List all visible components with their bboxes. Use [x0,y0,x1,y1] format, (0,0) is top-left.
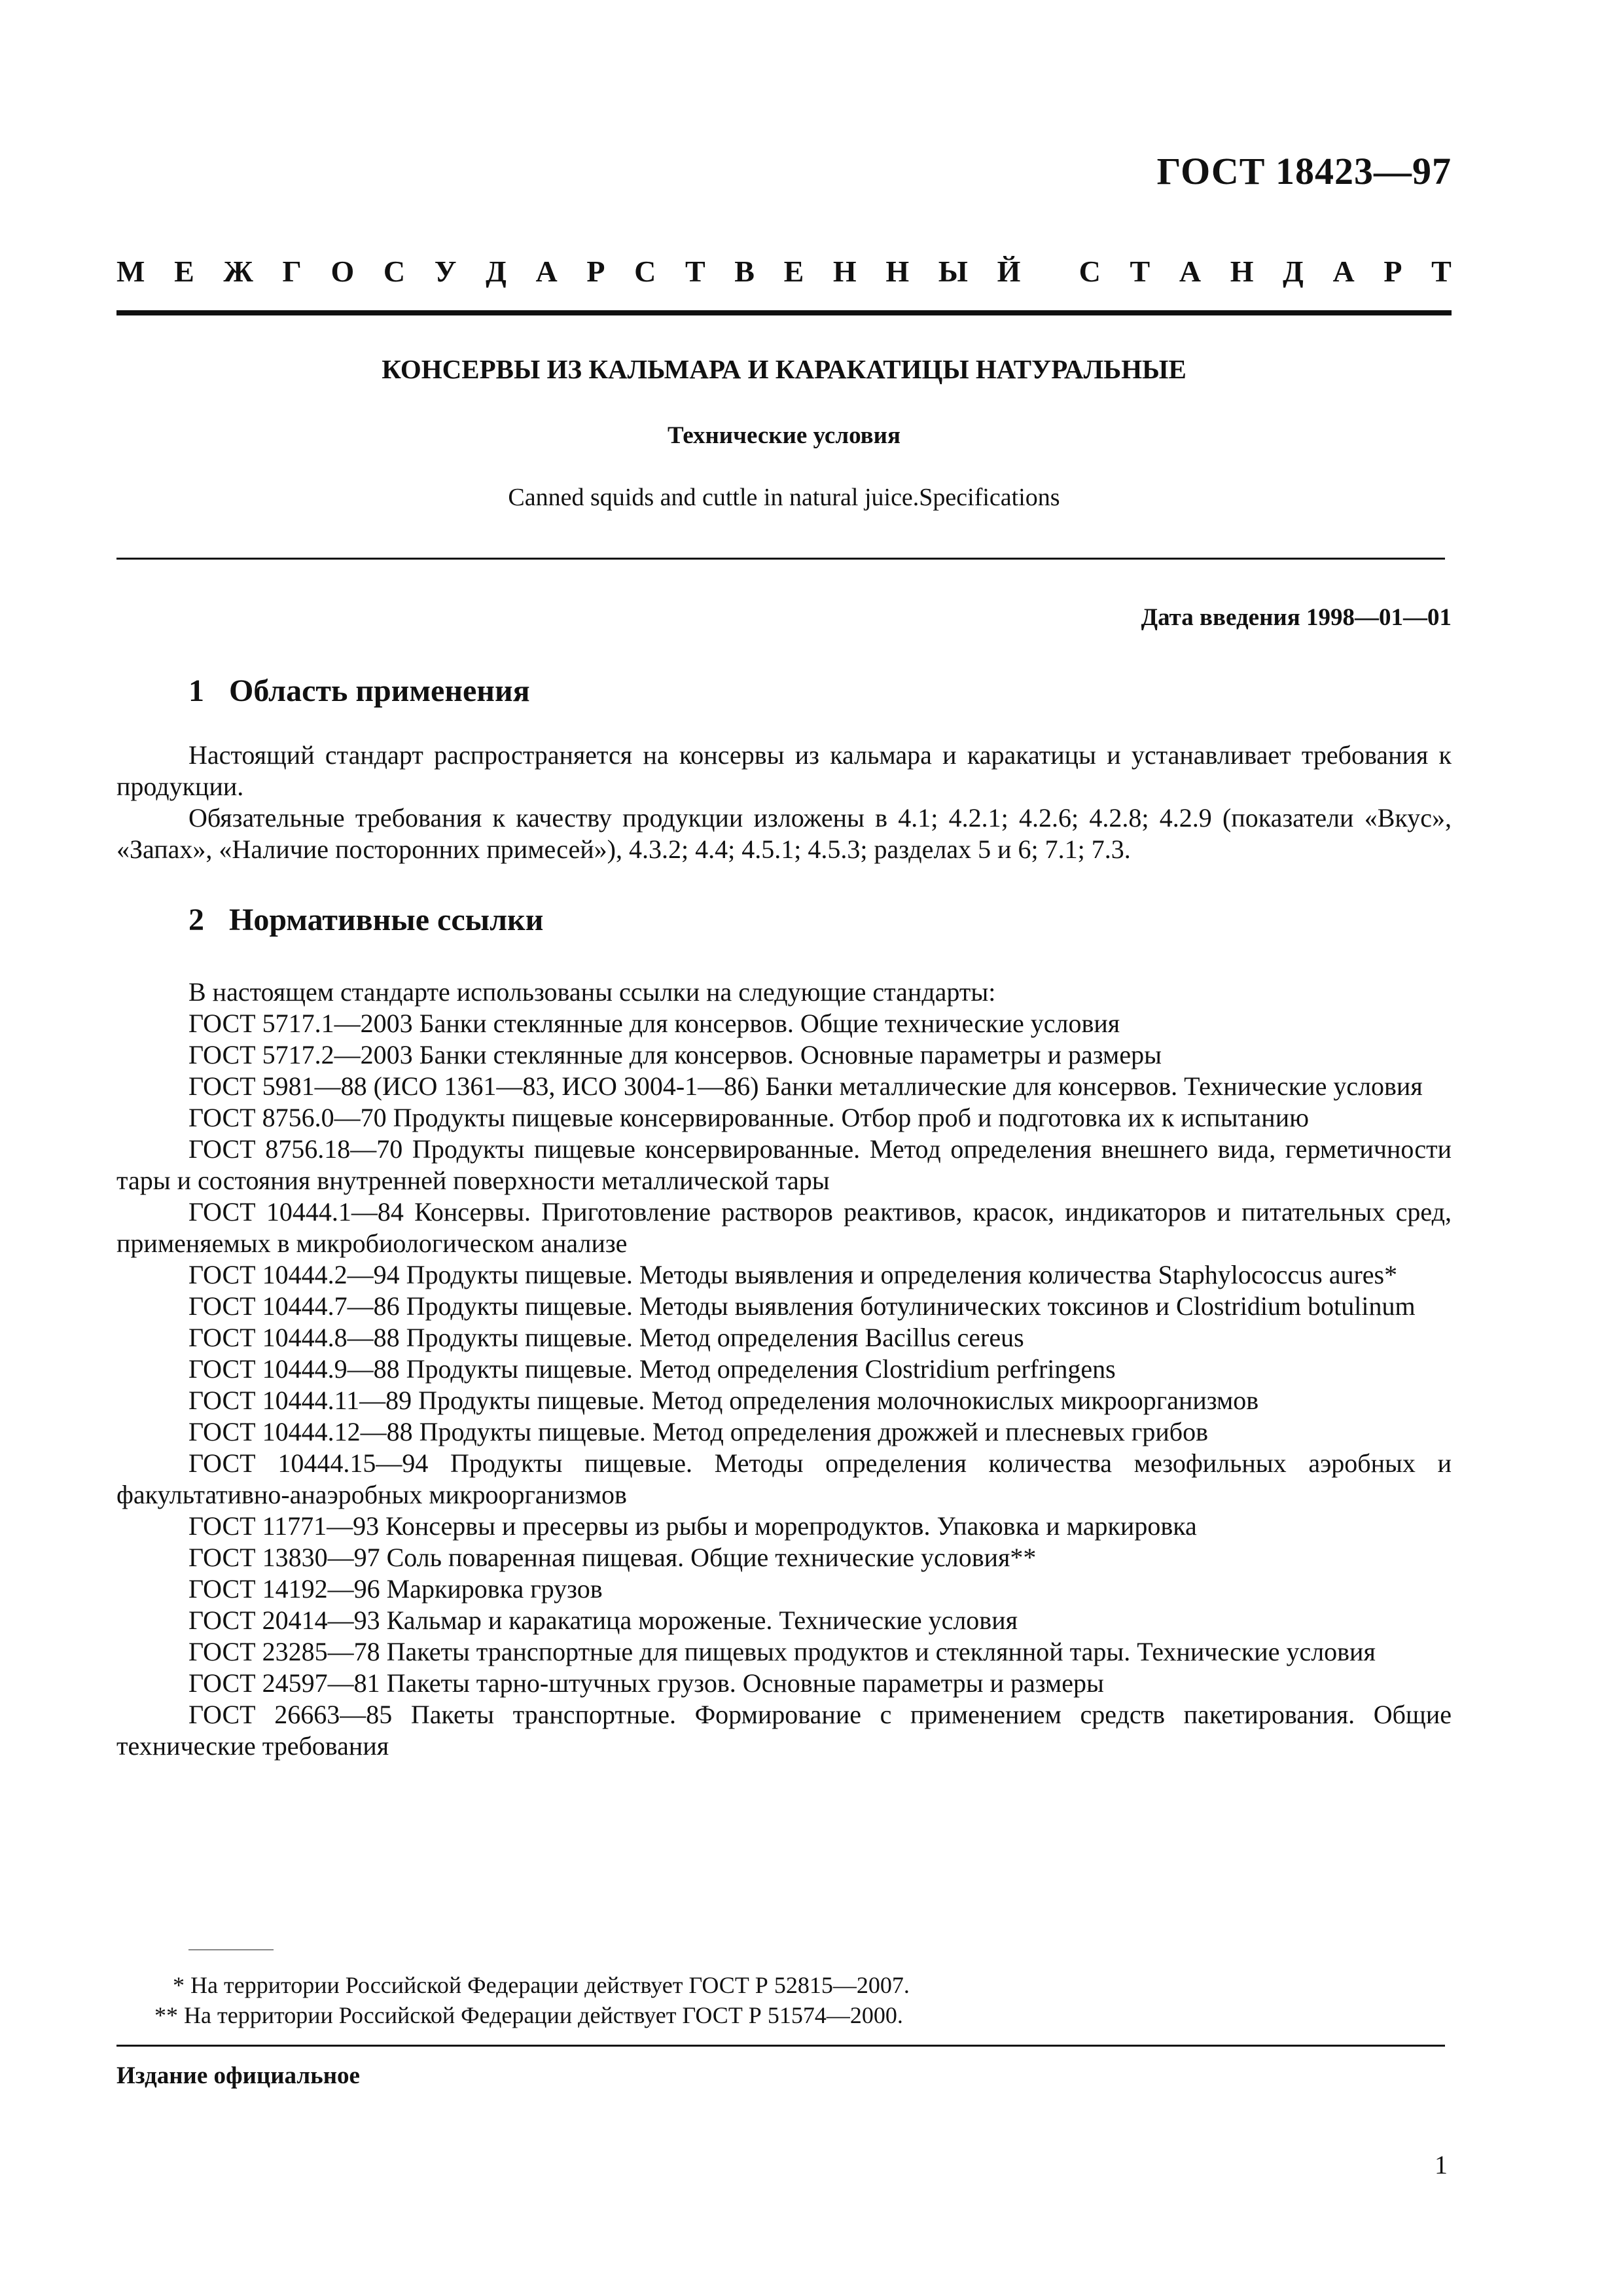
heading-letter: О [330,255,355,288]
heading-letter: У [434,255,457,288]
heading-letter: С [634,255,656,288]
section-2-number: 2 [188,903,204,937]
document-subtitle: Технические условия [668,422,901,449]
reference-item: ГОСТ 5717.1—2003 Банки стеклянные для консервов. Общие технические условия [188,1009,1120,1038]
heading-letter: Е [783,255,804,288]
reference-item: ГОСТ 10444.7—86 Продукты пищевые. Методы выявления ботулинических токсинов и Clostridium botulinum [188,1291,1416,1321]
reference-item: ГОСТ 23285—78 Пакеты транспортные для пищевых продуктов и стеклянной тары. Технические условия [188,1637,1376,1666]
reference-item: ГОСТ 10444.12—88 Продукты пищевые. Метод определения дрожжей и плесневых грибов [188,1417,1208,1446]
heading-letter: В [734,255,755,288]
reference-item: ГОСТ 26663—85 Пакеты транспортные. Формирование с применением средств пакетирования. Общие технические требования [116,1700,1452,1761]
reference-item: ГОСТ 10444.2—94 Продукты пищевые. Методы выявления и определения количества Staphylococcus aures* [188,1260,1398,1289]
section-2-title: Нормативные ссылки [229,903,544,937]
heading-letter: С [383,255,406,288]
heading-letter: Н [885,255,910,288]
gost-number: ГОСТ 18423—97 [1156,150,1452,192]
reference-item: ГОСТ 8756.0—70 Продукты пищевые консервированные. Отбор проб и подготовка их к испытанию [188,1103,1309,1132]
introduction-date: Дата введения 1998—01—01 [1141,604,1452,631]
heading-letter: Й [997,255,1021,288]
bottom-rule [116,2045,1445,2047]
document-title: КОНСЕРВЫ ИЗ КАЛЬМАРА И КАРАКАТИЦЫ НАТУРАЛЬНЫЕ [382,354,1186,384]
heading-letter: С [1079,255,1101,288]
heading-letter: Н [1230,255,1254,288]
heading-letter: Е [174,255,194,288]
heading-letter: Т [1130,255,1150,288]
heading-letter: А [1332,255,1355,288]
reference-item: ГОСТ 10444.8—88 Продукты пищевые. Метод определения Bacillus cereus [188,1323,1024,1352]
heading-letter: Д [1283,255,1304,288]
paragraph: Обязательные требования к качеству продукции изложены в 4.1; 4.2.1; 4.2.6; 4.2.8; 4.2.9 (показатели «Вкус», «Запах», «Наличие посторонних примесей»), 4.3.2; 4.4; 4.5.1; 4.5.3; разделах 5 и 6; 7.1; 7.3. [116,803,1452,864]
section-2-heading [188,902,543,938]
section-1-heading [188,673,530,709]
heading-letter: М [116,255,145,288]
heading-letter: Д [486,255,507,288]
footnote-separator [188,1949,274,1950]
reference-item: ГОСТ 24597—81 Пакеты тарно-штучных грузов. Основные параметры и размеры [188,1668,1104,1698]
reference-item: ГОСТ 5717.2—2003 Банки стеклянные для консервов. Основные параметры и размеры [188,1040,1162,1069]
edition-label: Издание официальное [116,2062,360,2089]
heading-letter: Г [282,255,302,288]
reference-item: ГОСТ 14192—96 Маркировка грузов [188,1574,603,1604]
section-1-number: 1 [188,673,204,708]
footnote: ** На территории Российской Федерации действует ГОСТ Р 51574—2000. [154,2002,903,2028]
heading-letter: Т [1431,255,1452,288]
reference-item: ГОСТ 8756.18—70 Продукты пищевые консервированные. Метод определения внешнего вида, герметичности тары и состояния внутренней поверхности металлической тары [116,1134,1452,1195]
reference-item: ГОСТ 10444.15—94 Продукты пищевые. Методы определения количества мезофильных аэробных и факультативно-анаэробных микроорганизмов [116,1448,1452,1509]
page-number: 1 [1435,2150,1448,2179]
interstate-standard-heading [116,254,1452,289]
section-1-body [116,740,1452,865]
footnotes [116,1970,1452,2030]
reference-item: ГОСТ 10444.11—89 Продукты пищевые. Метод определения молочнокислых микроорганизмов [188,1386,1259,1415]
reference-item: ГОСТ 5981—88 (ИСО 1361—83, ИСО 3004-1—86) Банки металлические для консервов. Технические условия [188,1071,1423,1101]
footnote: * На территории Российской Федерации действует ГОСТ Р 52815—2007. [173,1972,910,1998]
paragraph: Настоящий стандарт распространяется на консервы из кальмара и каракатицы и устанавливает требования к продукции. [116,740,1452,801]
section-2-body [116,977,1452,1762]
heading-letter: А [535,255,558,288]
heading-letter: Р [1383,255,1402,288]
paragraph: В настоящем стандарте использованы ссылки на следующие стандарты: [188,977,996,1007]
section-1-title: Область применения [229,673,530,708]
reference-item: ГОСТ 13830—97 Соль поваренная пищевая. Общие технические условия** [188,1543,1037,1572]
heading-letter: Р [586,255,605,288]
reference-item: ГОСТ 10444.1—84 Консервы. Приготовление растворов реактивов, красок, индикаторов и питательных сред, применяемых в микробиологическом анализе [116,1197,1452,1258]
reference-item: ГОСТ 11771—93 Консервы и пресервы из рыбы и морепродуктов. Упаковка и маркировка [188,1511,1197,1541]
heading-letter: А [1179,255,1202,288]
heading-letter: Т [685,255,705,288]
heading-letter: Ы [938,255,968,288]
heading-letter: Ж [223,255,253,288]
reference-item: ГОСТ 10444.9—88 Продукты пищевые. Метод определения Clostridium perfringens [188,1354,1116,1384]
heading-letter: Н [832,255,857,288]
english-title: Canned squids and cuttle in natural juice.Specifications [508,484,1060,511]
reference-item: ГОСТ 20414—93 Кальмар и каракатица мороженые. Технические условия [188,1605,1018,1635]
title-rule [116,558,1445,560]
header-rule [116,310,1452,315]
